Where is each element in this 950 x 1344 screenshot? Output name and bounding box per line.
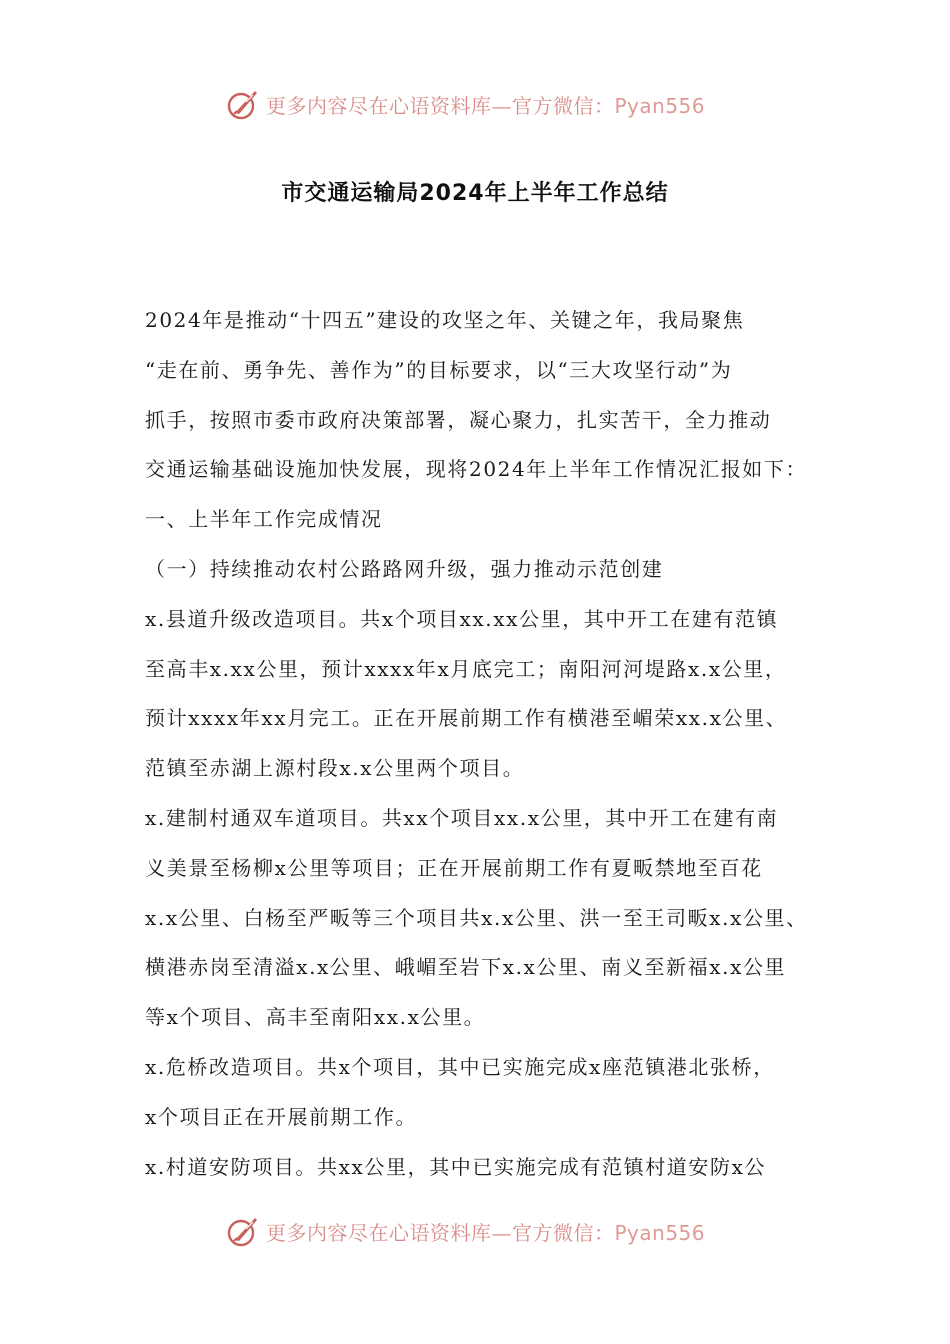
page-title: 市交通运输局2024年上半年工作总结: [281, 181, 669, 206]
text-line: x.危桥改造项目。共x个项目，其中已实施完成x座范镇港北张桥，: [145, 1054, 775, 1079]
text-line: 等x个项目、高丰至南阳xx.x公里。: [145, 1005, 486, 1030]
text-line: 抓手，按照市委市政府决策部署，凝心聚力，扎实苦干，全力推动: [145, 407, 772, 432]
text-line: x.建制村通双车道项目。共xx个项目xx.x公里，其中开工在建有南: [145, 805, 779, 830]
subsection-heading: （一）持续推动农村公路路网升级，强力推动示范创建: [145, 556, 664, 581]
text-line: x个项目正在开展前期工作。: [145, 1104, 418, 1129]
wechat-id: Pyan556: [614, 1220, 706, 1245]
text-line: 交通运输基础设施加快发展，现将2024年上半年工作情况汇报如下：: [145, 457, 808, 482]
watermark-text: 更多内容尽在心语资料库—官方微信：Pyan556: [266, 1220, 706, 1245]
text-line: x.村道安防项目。共xx公里，其中已实施完成有范镇村道安防x公: [145, 1154, 767, 1179]
wechat-id: Pyan556: [614, 93, 706, 118]
text-line: 范镇至赤湖上源村段x.x公里两个项目。: [145, 756, 525, 781]
watermark-text: 更多内容尽在心语资料库—官方微信：Pyan556: [266, 93, 706, 118]
text-line: x.县道升级改造项目。共x个项目xx.xx公里，其中开工在建有范镇: [145, 606, 779, 631]
text-line: x.x公里、白杨至严畈等三个项目共x.x公里、洪一至王司畈x.x公里、: [145, 905, 808, 930]
watermark-footer: [226, 1211, 705, 1251]
text-line: 横港赤岗至清溢x.x公里、峨嵋至岩下x.x公里、南义至新福x.x公里: [145, 955, 787, 980]
quill-logo-icon: [226, 87, 260, 121]
watermark-header: [226, 84, 705, 124]
text-line: 预计xxxx年xx月完工。正在开展前期工作有横港至嵋荣xx.x公里、: [145, 706, 788, 731]
quill-logo-icon: [226, 1214, 260, 1248]
text-line: 至高丰x.xx公里，预计xxxx年x月底完工；南阳河河堤路x.x公里，: [145, 656, 787, 681]
body-text: [145, 296, 835, 1192]
text-line: 2024年是推动“十四五”建设的攻坚之年、关键之年，我局聚焦: [145, 308, 745, 332]
text-line: 义美景至杨柳x公里等项目；正在开展前期工作有夏畈禁地至百花: [145, 855, 763, 880]
text-line: “走在前、勇争先、善作为”的目标要求，以“三大攻坚行动”为: [145, 357, 733, 382]
section-heading: 一、上半年工作完成情况: [145, 507, 383, 532]
